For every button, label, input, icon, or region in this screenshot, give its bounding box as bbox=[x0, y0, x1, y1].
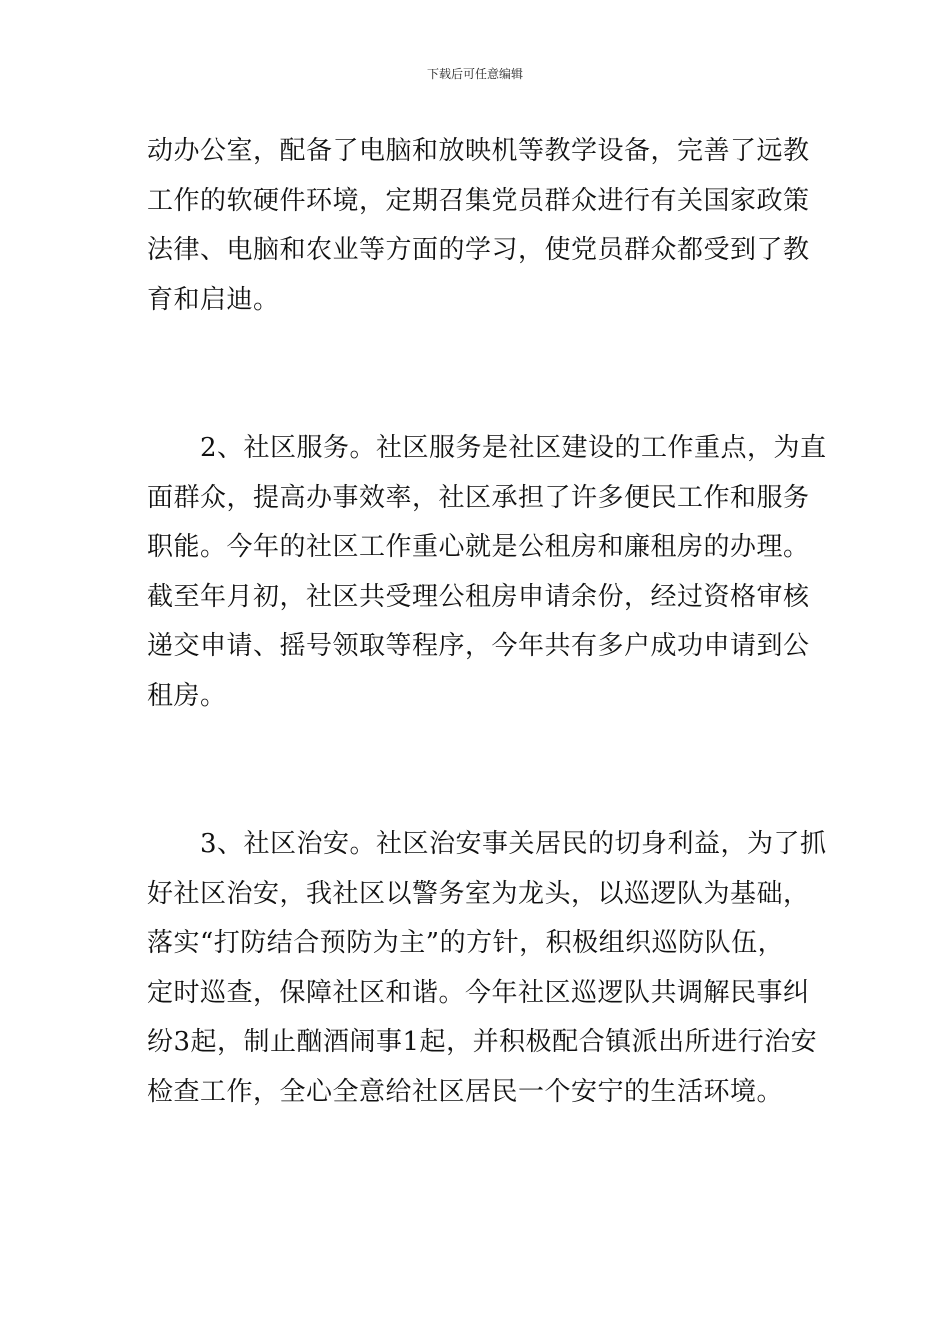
paragraph-line: 好社区治安，我社区以警务室为龙头，以巡逻队为基础， bbox=[147, 878, 810, 909]
paragraph-line: 租房。 bbox=[147, 680, 227, 711]
paragraph-line: 动办公室，配备了电脑和放映机等教学设备，完善了远教 bbox=[147, 136, 810, 166]
paragraph-line: 工作的软硬件环境，定期召集党员群众进行有关国家政策 bbox=[147, 185, 810, 216]
paragraph-2-community-service bbox=[147, 424, 827, 721]
paragraph-line: 育和启迪。 bbox=[147, 284, 280, 315]
paragraph-3-community-security bbox=[147, 820, 827, 1117]
header-note: 下载后可任意编辑 bbox=[426, 67, 523, 81]
paragraph-line: 职能。今年的社区工作重心就是公租房和廉租房的办理。 bbox=[147, 532, 810, 562]
paragraph-line: 递交申请、摇号领取等程序，今年共有多户成功申请到公 bbox=[147, 631, 810, 661]
paragraph-line: 定时巡查，保障社区和谐。今年社区巡逻队共调解民事纠 bbox=[147, 977, 810, 1008]
paragraph-line: 3、社区治安。社区治安事关居民的切身利益，为了抓 bbox=[147, 829, 827, 859]
paragraph-line: 检查工作，全心全意给社区居民一个安宁的生活环境。 bbox=[147, 1076, 784, 1107]
paragraph-line: 截至年月初，社区共受理公租房申请余份，经过资格审核 bbox=[147, 581, 810, 612]
paragraph-line: 纷3起，制止酗酒闹事1起，并积极配合镇派出所进行治安 bbox=[147, 1027, 818, 1057]
paragraph-line: 法律、电脑和农业等方面的学习，使党员群众都受到了教 bbox=[147, 235, 810, 265]
paragraph-line: 落实“打防结合预防为主”的方针，积极组织巡防队伍， bbox=[147, 928, 785, 958]
paragraph-1 bbox=[147, 127, 810, 325]
paragraph-line: 2、社区服务。社区服务是社区建设的工作重点，为直 bbox=[147, 433, 827, 463]
paragraph-line: 面群众，提高办事效率，社区承担了许多便民工作和服务 bbox=[147, 482, 810, 513]
